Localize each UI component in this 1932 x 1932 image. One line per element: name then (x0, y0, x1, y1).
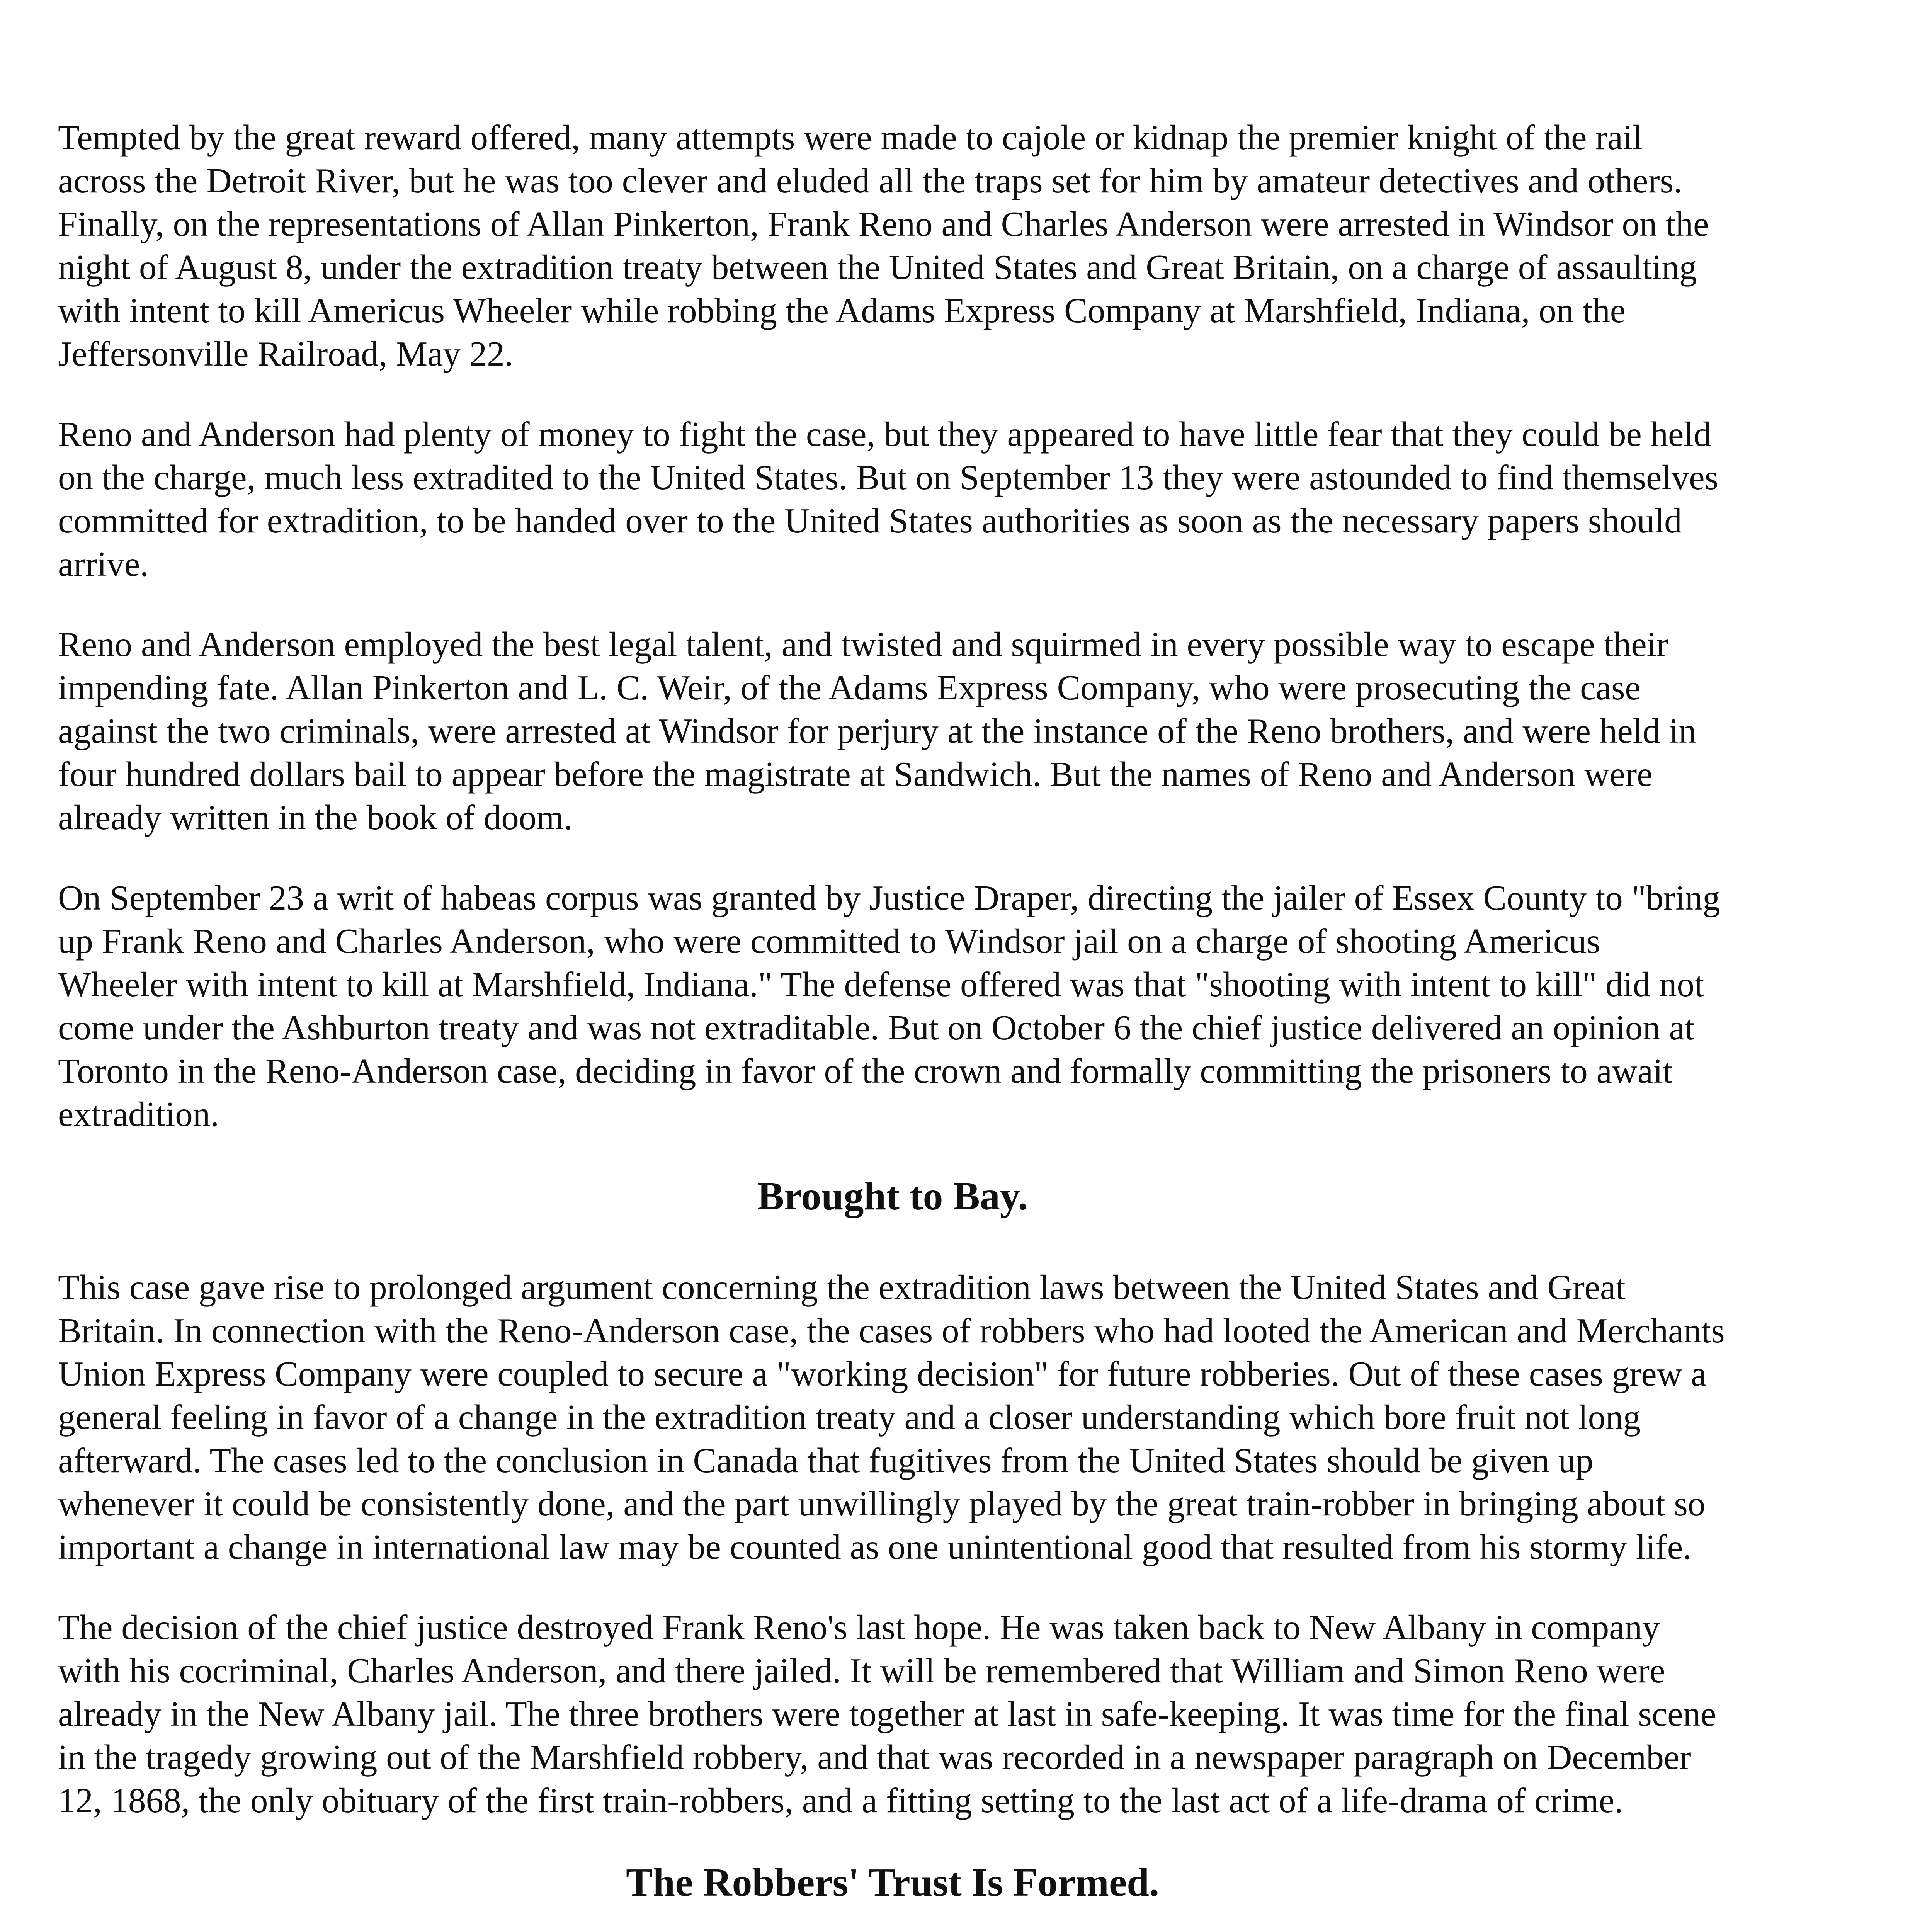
paragraph-extradition-laws: This case gave rise to prolonged argument concerning the extradition laws between the United States and Great Britain. In connection with the Reno-Anderson case, the cases of robbers who had looted the American and Merchants Union Express Company were coupled to secure a "working decision" for future robberies. Out of these cases grew a general feeling in favor of a change in the extradition treaty and a closer understanding which bore fruit not long afterward. The cases led to the conclusion in Canada that fugitives from the United States should be given up whenever it could be consistently done, and the part unwillingly played by the great train-robber in bringing about so important a change in international law may be counted as one unintentional good that resulted from his stormy life. (58, 1268, 1725, 1566)
paragraph-last-hope: The decision of the chief justice destroyed Frank Reno's last hope. He was taken back to New Albany in company with his cocriminal, Charles Anderson, and there jailed. It will be remembered that William and Simon Reno were already in the New Albany jail. The three brothers were together at last in safe-keeping. It was time for the final scene in the tragedy growing out of the Marshfield robbery, and that was recorded in a newspaper paragraph on December 12, 1868, the only obituary of the first train-robbers, and a fitting setting to the last act of a life-drama of crime. (58, 1608, 1716, 1820)
paragraph-committed-for-extradition: Reno and Anderson had plenty of money to fight the case, but they appeared to have little fear that they could be held on the charge, much less extradited to the United States. But on September 13 they were astounded to find themselves committed for extradition, to be handed over to the United States authorities as soon as the necessary papers should arrive. (58, 415, 1719, 583)
section-heading-brought-to-bay: Brought to Bay. (757, 1174, 1028, 1218)
document-page (58, 116, 1727, 1932)
paragraph-legal-talent: Reno and Anderson employed the best legal talent, and twisted and squirmed in every possible way to escape their impending fate. Allan Pinkerton and L. C. Weir, of the Adams Express Company, who were prosecuting the case against the two criminals, were arrested at Windsor for perjury at the instance of the Reno brothers, and were held in four hundred dollars bail to appear before the magistrate at Sandwich. But the names of Reno and Anderson were already written in the book of doom. (58, 625, 1696, 837)
paragraph-arrest-in-windsor: Tempted by the great reward offered, many attempts were made to cajole or kidnap the premier knight of the rail across the Detroit River, but he was too clever and eluded all the traps set for him by amateur detectives and others. Finally, on the representations of Allan Pinkerton, Frank Reno and Charles Anderson were arrested in Windsor on the night of August 8, under the extradition treaty between the United States and Great Britain, on a charge of assaulting with intent to kill Americus Wheeler while robbing the Adams Express Company at Marshfield, Indiana, on the Jeffersonville Railroad, May 22. (58, 118, 1709, 373)
paragraph-habeas-corpus: On September 23 a writ of habeas corpus was granted by Justice Draper, directing the jailer of Essex County to "bring up Frank Reno and Charles Anderson, who were committed to Windsor jail on a charge of shooting Americus Wheeler with intent to kill at Marshfield, Indiana." The defense offered was that "shooting with intent to kill" did not come under the Ashburton treaty and was not extraditable. But on October 6 the chief justice delivered an opinion at Toronto in the Reno-Anderson case, deciding in favor of the crown and formally committing the prisoners to await extradition. (58, 878, 1720, 1134)
section-heading-robbers-trust: The Robbers' Trust Is Formed. (626, 1860, 1159, 1905)
